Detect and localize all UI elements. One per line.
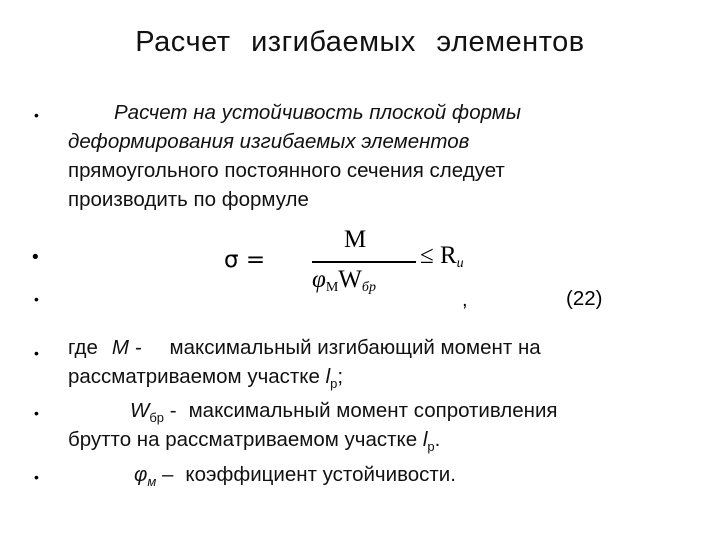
formula-denominator: $\varphi_MW_{бр}$ [312,266,376,295]
equation-number: (22) [566,287,603,310]
bullet: • [34,291,39,307]
definition-w-cont: брутто на рассматриваемом участке $l_р$. [68,428,441,455]
fraction-bar [312,261,416,263]
formula-numerator: M [344,226,367,253]
intro-line-2: деформирования изгибаемых элементов [68,130,470,153]
definition-m-cont: рассматриваемом участке $l_р$; [68,365,344,392]
definition-m: где М - максимальный изгибающий момент на [68,336,541,359]
bullet: • [34,469,39,485]
intro-paragraph [68,98,668,214]
slide-title: Расчет изгибаемых элементов [135,26,585,58]
definition-phi: $\varphi_м$ – коэффициент устойчивости. [134,463,456,490]
formula-comma: , [462,289,468,311]
intro-line-3: прямоугольного постоянного сечения следует [68,159,505,182]
bullet: • [34,405,39,421]
bullet: • [32,247,39,268]
intro-line-4: производить по формуле [68,188,309,211]
formula-sigma: σ = [224,247,266,273]
bullet: • [34,107,39,123]
definition-w: $W_{бр}$ - максимальный момент сопротивления [130,399,558,426]
bullet: • [34,345,39,361]
intro-line-1: Расчет на устойчивость плоской формы [114,101,521,124]
formula-rhs: ≤ $R_и$ [420,242,464,271]
